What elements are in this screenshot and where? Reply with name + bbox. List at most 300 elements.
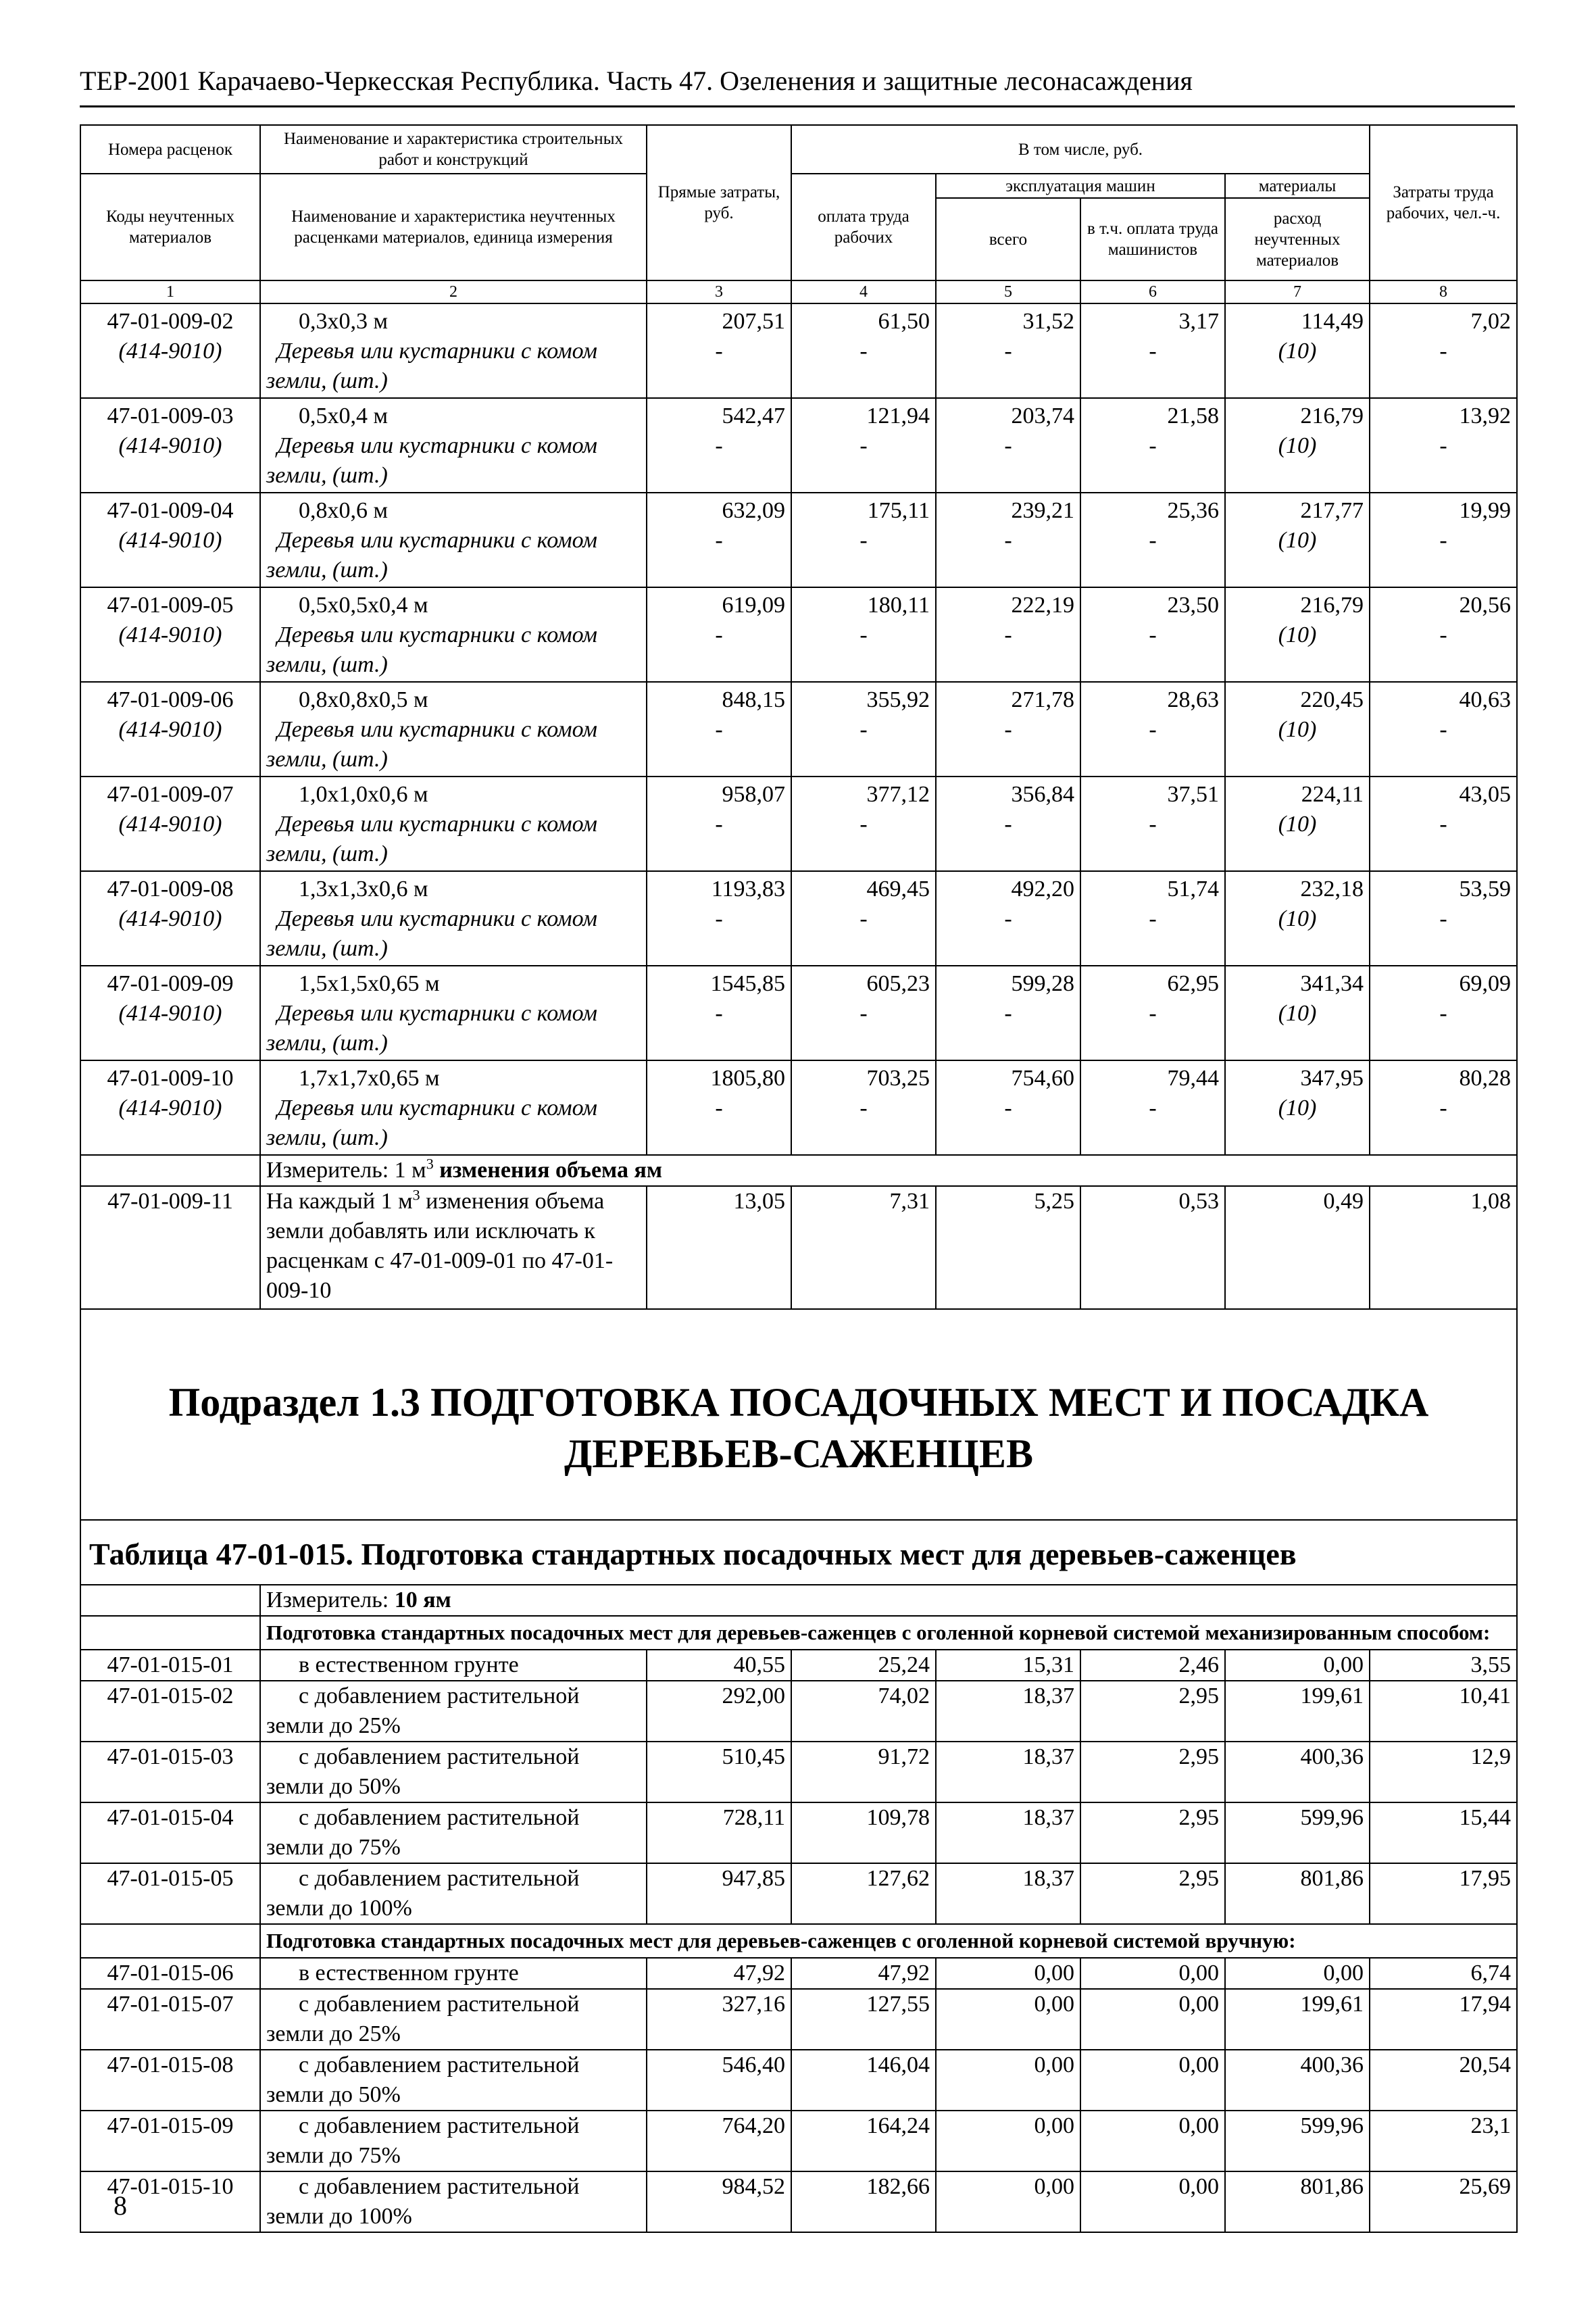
rate-description-cell bbox=[260, 2050, 647, 2111]
table-title: Таблица 47-01-015. Подготовка стандартных посадочных мест для деревьев-саженцев bbox=[80, 1520, 1517, 1585]
col-head-machines: эксплуатация машин bbox=[936, 174, 1225, 198]
rate-description-cell bbox=[260, 303, 647, 398]
value-cell-labor bbox=[1370, 1989, 1517, 2050]
value-m_wages: 79,44 bbox=[1167, 1066, 1219, 1091]
group-empty-cell bbox=[80, 1616, 260, 1650]
value-m_wages: 2,95 bbox=[1178, 1683, 1219, 1708]
value-cell-wages bbox=[791, 303, 936, 398]
value-cell-direct bbox=[647, 1681, 791, 1742]
rate-table bbox=[80, 124, 1518, 2233]
col-head-labor: Затраты труда рабочих, чел.-ч. bbox=[1370, 125, 1517, 280]
value-cell-m_total bbox=[936, 398, 1080, 493]
value-labor: 20,54 bbox=[1459, 2052, 1512, 2077]
value-wages: 182,66 bbox=[866, 2174, 930, 2199]
rate-code-cell bbox=[80, 1742, 260, 1802]
empty-dash: - bbox=[1004, 622, 1012, 647]
value-cell-mat bbox=[1225, 303, 1370, 398]
value-m_wages: 0,53 bbox=[1178, 1189, 1219, 1214]
rate-row bbox=[80, 2171, 1517, 2232]
rate-code: 47-01-015-08 bbox=[107, 2052, 234, 2077]
rate-description-cell bbox=[260, 966, 647, 1060]
material-code: (414-9010) bbox=[118, 622, 222, 647]
value-cell-direct bbox=[647, 871, 791, 966]
rate-code-cell bbox=[80, 2171, 260, 2232]
value-m_wages: 21,58 bbox=[1167, 403, 1219, 428]
value-labor: 13,92 bbox=[1459, 403, 1512, 428]
material-qty: (10) bbox=[1278, 1096, 1317, 1121]
value-cell-direct bbox=[647, 1958, 791, 1989]
pit-size: 1,5х1,5х0,65 м bbox=[299, 971, 440, 996]
empty-dash: - bbox=[1149, 622, 1157, 647]
value-cell-m_total bbox=[936, 493, 1080, 587]
value-cell-wages bbox=[791, 1958, 936, 1989]
empty-dash: - bbox=[1149, 339, 1157, 364]
rate-code-cell bbox=[80, 1958, 260, 1989]
value-m_total: 222,19 bbox=[1011, 593, 1074, 618]
value-cell-direct bbox=[647, 2171, 791, 2232]
value-mat: 0,49 bbox=[1323, 1189, 1364, 1214]
empty-dash: - bbox=[1149, 717, 1157, 742]
value-m_wages: 2,95 bbox=[1178, 1805, 1219, 1830]
value-cell-m_total bbox=[936, 1989, 1080, 2050]
value-direct: 728,11 bbox=[722, 1805, 785, 1830]
material-name: Деревья или кустарники с комом земли, (шт.) bbox=[266, 622, 598, 677]
value-cell-wages bbox=[791, 966, 936, 1060]
value-cell-labor bbox=[1370, 493, 1517, 587]
value-cell-direct bbox=[647, 2111, 791, 2171]
measure-empty-cell bbox=[80, 1585, 260, 1616]
value-m_total: 5,25 bbox=[1034, 1189, 1074, 1214]
section-title-row bbox=[80, 1309, 1517, 1520]
rate-row bbox=[80, 2050, 1517, 2111]
value-cell-m_total bbox=[936, 1060, 1080, 1155]
rate-row bbox=[80, 682, 1517, 777]
value-m_total: 0,00 bbox=[1034, 1992, 1074, 2017]
value-wages: 7,31 bbox=[889, 1189, 930, 1214]
value-cell-direct bbox=[647, 777, 791, 871]
pit-size: 0,8х0,8х0,5 м bbox=[299, 687, 428, 712]
material-qty: (10) bbox=[1278, 717, 1317, 742]
value-cell-wages bbox=[791, 1060, 936, 1155]
value-mat: 347,95 bbox=[1300, 1066, 1364, 1091]
rate-code-cell bbox=[80, 871, 260, 966]
measure-value: 10 ям bbox=[394, 1587, 451, 1613]
rate-code-cell bbox=[80, 1186, 260, 1309]
value-cell-m_total bbox=[936, 303, 1080, 398]
rate-code: 47-01-009-08 bbox=[107, 877, 234, 902]
value-direct: 13,05 bbox=[733, 1189, 785, 1214]
value-cell-labor bbox=[1370, 1060, 1517, 1155]
value-m_total: 18,37 bbox=[1022, 1744, 1074, 1769]
page-number: 8 bbox=[114, 2190, 127, 2221]
empty-dash: - bbox=[715, 339, 723, 364]
rate-description-cell bbox=[260, 2111, 647, 2171]
value-direct: 984,52 bbox=[722, 2174, 785, 2199]
empty-dash: - bbox=[1149, 1096, 1157, 1121]
value-cell-direct bbox=[647, 1742, 791, 1802]
rate-row bbox=[80, 587, 1517, 682]
value-m_total: 18,37 bbox=[1022, 1866, 1074, 1891]
material-code: (414-9010) bbox=[118, 1096, 222, 1121]
value-cell-labor bbox=[1370, 2171, 1517, 2232]
value-cell-wages bbox=[791, 777, 936, 871]
value-cell-wages bbox=[791, 398, 936, 493]
value-cell-m_total bbox=[936, 587, 1080, 682]
row-desc-b: изменения объема земли добавлять или исключать к расценкам с 47-01-009-01 по 47-01-009-10 bbox=[266, 1189, 614, 1303]
value-cell-wages bbox=[791, 1802, 936, 1863]
rate-code-cell bbox=[80, 587, 260, 682]
rate-row bbox=[80, 1958, 1517, 1989]
measure-prefix: Измеритель: 1 м bbox=[266, 1158, 426, 1183]
empty-dash: - bbox=[1439, 622, 1447, 647]
value-m_total: 15,31 bbox=[1022, 1652, 1074, 1677]
rate-code: 47-01-015-10 bbox=[107, 2174, 234, 2199]
value-m_total: 492,20 bbox=[1011, 877, 1074, 902]
value-m_wages: 62,95 bbox=[1167, 971, 1219, 996]
value-cell-wages bbox=[791, 1681, 936, 1742]
rate-code: 47-01-009-07 bbox=[107, 782, 234, 807]
rate-description-cell bbox=[260, 1802, 647, 1863]
rate-code: 47-01-015-04 bbox=[107, 1805, 234, 1830]
value-cell-m_wages bbox=[1080, 1650, 1225, 1681]
empty-dash: - bbox=[859, 906, 868, 931]
rate-description-cell bbox=[260, 1186, 647, 1309]
rate-description: в естественном грунте bbox=[299, 1652, 519, 1677]
rate-description-cell bbox=[260, 1681, 647, 1742]
material-qty: (10) bbox=[1278, 622, 1317, 647]
material-name: Деревья или кустарники с комом земли, (шт.) bbox=[266, 906, 598, 961]
value-cell-labor bbox=[1370, 1186, 1517, 1309]
empty-dash: - bbox=[859, 622, 868, 647]
rate-description-cell bbox=[260, 1863, 647, 1924]
value-wages: 91,72 bbox=[878, 1744, 930, 1769]
value-cell-m_total bbox=[936, 966, 1080, 1060]
value-wages: 25,24 bbox=[878, 1652, 930, 1677]
rate-description: в естественном грунте bbox=[299, 1961, 519, 1986]
value-labor: 12,9 bbox=[1470, 1744, 1512, 1769]
value-cell-mat bbox=[1225, 1958, 1370, 1989]
value-cell-mat bbox=[1225, 493, 1370, 587]
empty-dash: - bbox=[1439, 906, 1447, 931]
value-cell-direct bbox=[647, 1060, 791, 1155]
value-labor: 6,74 bbox=[1470, 1961, 1512, 1986]
value-m_total: 31,52 bbox=[1022, 309, 1074, 334]
column-number-8: 8 bbox=[1370, 280, 1517, 303]
value-mat: 232,18 bbox=[1300, 877, 1364, 902]
value-direct: 1805,80 bbox=[710, 1066, 785, 1091]
value-cell-mat bbox=[1225, 777, 1370, 871]
value-cell-m_wages bbox=[1080, 682, 1225, 777]
group-header-row bbox=[80, 1616, 1517, 1650]
material-code: (414-9010) bbox=[118, 812, 222, 837]
rate-code-cell bbox=[80, 1650, 260, 1681]
value-cell-labor bbox=[1370, 1958, 1517, 1989]
rate-row bbox=[80, 303, 1517, 398]
value-cell-labor bbox=[1370, 2050, 1517, 2111]
rate-code: 47-01-015-05 bbox=[107, 1866, 234, 1891]
value-labor: 20,56 bbox=[1459, 593, 1512, 618]
value-direct: 40,55 bbox=[733, 1652, 785, 1677]
rate-description-cell bbox=[260, 1650, 647, 1681]
rate-code-cell bbox=[80, 1989, 260, 2050]
value-cell-m_wages bbox=[1080, 2050, 1225, 2111]
value-direct: 207,51 bbox=[722, 309, 785, 334]
value-labor: 23,1 bbox=[1470, 2113, 1512, 2138]
value-cell-m_wages bbox=[1080, 398, 1225, 493]
rate-description: с добавлением растительной земли до 75% bbox=[266, 1805, 580, 1860]
value-direct: 510,45 bbox=[722, 1744, 785, 1769]
empty-dash: - bbox=[1004, 339, 1012, 364]
value-cell-wages bbox=[791, 1186, 936, 1309]
value-cell-m_wages bbox=[1080, 777, 1225, 871]
value-mat: 400,36 bbox=[1300, 1744, 1364, 1769]
value-cell-direct bbox=[647, 493, 791, 587]
value-cell-m_wages bbox=[1080, 1989, 1225, 2050]
pit-size: 0,3х0,3 м bbox=[299, 309, 389, 334]
value-wages: 146,04 bbox=[866, 2052, 930, 2077]
value-cell-labor bbox=[1370, 966, 1517, 1060]
value-cell-m_wages bbox=[1080, 1681, 1225, 1742]
value-wages: 377,12 bbox=[866, 782, 930, 807]
value-labor: 7,02 bbox=[1470, 309, 1512, 334]
measure-cell bbox=[260, 1155, 1517, 1186]
value-direct: 1193,83 bbox=[711, 877, 785, 902]
value-mat: 341,34 bbox=[1300, 971, 1364, 996]
value-cell-wages bbox=[791, 493, 936, 587]
value-m_total: 754,60 bbox=[1011, 1066, 1074, 1091]
value-cell-labor bbox=[1370, 1742, 1517, 1802]
value-cell-mat bbox=[1225, 2171, 1370, 2232]
header-row-2 bbox=[80, 174, 1517, 198]
empty-dash: - bbox=[1004, 1096, 1012, 1121]
empty-dash: - bbox=[715, 433, 723, 458]
rate-description: с добавлением растительной земли до 25% bbox=[266, 1992, 580, 2046]
value-direct: 764,20 bbox=[722, 2113, 785, 2138]
value-labor: 43,05 bbox=[1459, 782, 1512, 807]
value-cell-mat bbox=[1225, 1989, 1370, 2050]
value-wages: 175,11 bbox=[867, 498, 930, 523]
value-cell-m_total bbox=[936, 1650, 1080, 1681]
value-cell-direct bbox=[647, 1650, 791, 1681]
section-title: Подраздел 1.3 ПОДГОТОВКА ПОСАДОЧНЫХ МЕСТ И ПОСАДКА ДЕРЕВЬЕВ-САЖЕНЦЕВ bbox=[80, 1309, 1517, 1520]
empty-dash: - bbox=[859, 528, 868, 553]
value-m_total: 356,84 bbox=[1011, 782, 1074, 807]
value-m_wages: 3,17 bbox=[1178, 309, 1219, 334]
value-wages: 180,11 bbox=[867, 593, 930, 618]
rate-code: 47-01-015-06 bbox=[107, 1961, 234, 1986]
rate-description-cell bbox=[260, 493, 647, 587]
value-cell-m_total bbox=[936, 2111, 1080, 2171]
rate-code: 47-01-015-09 bbox=[107, 2113, 234, 2138]
rate-row bbox=[80, 1989, 1517, 2050]
measure-empty-cell bbox=[80, 1155, 260, 1186]
value-cell-mat bbox=[1225, 1681, 1370, 1742]
value-cell-m_wages bbox=[1080, 1060, 1225, 1155]
rate-description: с добавлением растительной земли до 25% bbox=[266, 1683, 580, 1738]
rate-row bbox=[80, 1742, 1517, 1802]
rate-code-cell bbox=[80, 493, 260, 587]
pit-size: 0,5х0,4 м bbox=[299, 403, 389, 428]
value-cell-labor bbox=[1370, 1650, 1517, 1681]
value-cell-direct bbox=[647, 1863, 791, 1924]
empty-dash: - bbox=[859, 1096, 868, 1121]
value-cell-mat bbox=[1225, 2111, 1370, 2171]
group-header: Подготовка стандартных посадочных мест для деревьев-саженцев с оголенной корневой системой вручную: bbox=[260, 1924, 1517, 1958]
empty-dash: - bbox=[859, 339, 868, 364]
pit-size: 1,3х1,3х0,6 м bbox=[299, 877, 428, 902]
empty-dash: - bbox=[1439, 717, 1447, 742]
empty-dash: - bbox=[715, 528, 723, 553]
material-code: (414-9010) bbox=[118, 1001, 222, 1026]
value-m_total: 0,00 bbox=[1034, 2052, 1074, 2077]
value-mat: 224,11 bbox=[1301, 782, 1364, 807]
value-cell-direct bbox=[647, 682, 791, 777]
value-wages: 127,55 bbox=[866, 1992, 930, 2017]
rate-description-cell bbox=[260, 871, 647, 966]
material-code: (414-9010) bbox=[118, 528, 222, 553]
value-cell-labor bbox=[1370, 1863, 1517, 1924]
value-wages: 164,24 bbox=[866, 2113, 930, 2138]
value-m_wages: 51,74 bbox=[1167, 877, 1219, 902]
col-head-machines-total: всего bbox=[936, 198, 1080, 280]
value-cell-wages bbox=[791, 682, 936, 777]
rate-code: 47-01-009-05 bbox=[107, 593, 234, 618]
column-number-3: 3 bbox=[647, 280, 791, 303]
empty-dash: - bbox=[1149, 906, 1157, 931]
rate-code: 47-01-015-02 bbox=[107, 1683, 234, 1708]
rate-code: 47-01-009-02 bbox=[107, 309, 234, 334]
value-m_wages: 0,00 bbox=[1178, 1961, 1219, 1986]
value-cell-wages bbox=[791, 1989, 936, 2050]
rate-description: с добавлением растительной земли до 50% bbox=[266, 2052, 580, 2107]
rate-code: 47-01-009-04 bbox=[107, 498, 234, 523]
value-mat: 114,49 bbox=[1301, 309, 1364, 334]
value-m_wages: 0,00 bbox=[1178, 2174, 1219, 2199]
value-cell-mat bbox=[1225, 682, 1370, 777]
rate-code-cell bbox=[80, 966, 260, 1060]
column-number-2: 2 bbox=[260, 280, 647, 303]
value-cell-direct bbox=[647, 1186, 791, 1309]
value-cell-direct bbox=[647, 966, 791, 1060]
rate-code-cell bbox=[80, 2111, 260, 2171]
rate-code-cell bbox=[80, 1060, 260, 1155]
rate-row bbox=[80, 871, 1517, 966]
material-name: Деревья или кустарники с комом земли, (шт.) bbox=[266, 433, 598, 488]
value-labor: 3,55 bbox=[1470, 1652, 1512, 1677]
col-head-material-name: Наименование и характеристика неучтенных расценками материалов, единица измерения bbox=[260, 174, 647, 280]
value-mat: 199,61 bbox=[1300, 1683, 1364, 1708]
group-empty-cell bbox=[80, 1924, 260, 1958]
rate-code: 47-01-009-06 bbox=[107, 687, 234, 712]
col-head-material-consumption: расход неучтенных материалов bbox=[1225, 198, 1370, 280]
value-cell-labor bbox=[1370, 587, 1517, 682]
material-qty: (10) bbox=[1278, 1001, 1317, 1026]
value-m_total: 0,00 bbox=[1034, 2174, 1074, 2199]
empty-dash: - bbox=[1004, 528, 1012, 553]
value-cell-labor bbox=[1370, 777, 1517, 871]
value-cell-m_wages bbox=[1080, 587, 1225, 682]
material-name: Деревья или кустарники с комом земли, (шт.) bbox=[266, 717, 598, 772]
col-head-work-name: Наименование и характеристика строительных работ и конструкций bbox=[260, 125, 647, 174]
empty-dash: - bbox=[1439, 1001, 1447, 1026]
value-cell-wages bbox=[791, 2111, 936, 2171]
rate-description-cell bbox=[260, 398, 647, 493]
rate-row bbox=[80, 493, 1517, 587]
value-labor: 17,95 bbox=[1459, 1866, 1512, 1891]
value-mat: 216,79 bbox=[1300, 593, 1364, 618]
value-cell-m_wages bbox=[1080, 2111, 1225, 2171]
rate-description-cell bbox=[260, 587, 647, 682]
value-direct: 947,85 bbox=[722, 1866, 785, 1891]
value-wages: 127,62 bbox=[866, 1866, 930, 1891]
value-m_total: 18,37 bbox=[1022, 1805, 1074, 1830]
empty-dash: - bbox=[715, 1001, 723, 1026]
rate-code: 47-01-009-11 bbox=[107, 1189, 233, 1214]
rate-code: 47-01-009-10 bbox=[107, 1066, 234, 1091]
empty-dash: - bbox=[1149, 528, 1157, 553]
material-code: (414-9010) bbox=[118, 339, 222, 364]
col-head-machinist-wages: в т.ч. оплата труда машинистов bbox=[1080, 198, 1225, 280]
rate-code: 47-01-015-07 bbox=[107, 1992, 234, 2017]
col-head-material-codes: Коды неучтенных материалов bbox=[80, 174, 260, 280]
rate-description: с добавлением растительной земли до 50% bbox=[266, 1744, 580, 1799]
empty-dash: - bbox=[859, 812, 868, 837]
value-mat: 220,45 bbox=[1300, 687, 1364, 712]
material-code: (414-9010) bbox=[118, 906, 222, 931]
column-numbers-row bbox=[80, 280, 1517, 303]
value-labor: 25,69 bbox=[1459, 2174, 1512, 2199]
column-number-4: 4 bbox=[791, 280, 936, 303]
value-wages: 355,92 bbox=[866, 687, 930, 712]
value-labor: 10,41 bbox=[1459, 1683, 1512, 1708]
value-direct: 327,16 bbox=[722, 1992, 785, 2017]
material-qty: (10) bbox=[1278, 906, 1317, 931]
rate-row bbox=[80, 1650, 1517, 1681]
measure-superscript: 3 bbox=[426, 1155, 434, 1173]
value-cell-labor bbox=[1370, 871, 1517, 966]
value-m_wages: 0,00 bbox=[1178, 2052, 1219, 2077]
empty-dash: - bbox=[859, 717, 868, 742]
value-cell-direct bbox=[647, 1989, 791, 2050]
value-direct: 1545,85 bbox=[710, 971, 785, 996]
value-cell-m_total bbox=[936, 871, 1080, 966]
value-labor: 53,59 bbox=[1459, 877, 1512, 902]
value-m_wages: 2,95 bbox=[1178, 1744, 1219, 1769]
rate-description-cell bbox=[260, 682, 647, 777]
material-qty: (10) bbox=[1278, 433, 1317, 458]
value-cell-m_total bbox=[936, 1186, 1080, 1309]
empty-dash: - bbox=[1439, 528, 1447, 553]
empty-dash: - bbox=[1149, 1001, 1157, 1026]
measure-label: Измеритель: bbox=[266, 1587, 395, 1613]
material-qty: (10) bbox=[1278, 339, 1317, 364]
rate-code-cell bbox=[80, 1681, 260, 1742]
empty-dash: - bbox=[1149, 812, 1157, 837]
col-head-direct: Прямые затраты, руб. bbox=[647, 125, 791, 280]
value-cell-mat bbox=[1225, 1742, 1370, 1802]
value-m_wages: 28,63 bbox=[1167, 687, 1219, 712]
empty-dash: - bbox=[1004, 812, 1012, 837]
rate-code: 47-01-015-01 bbox=[107, 1652, 234, 1677]
value-cell-mat bbox=[1225, 1186, 1370, 1309]
rate-row bbox=[80, 1863, 1517, 1924]
value-cell-labor bbox=[1370, 682, 1517, 777]
value-cell-wages bbox=[791, 2050, 936, 2111]
value-cell-m_wages bbox=[1080, 966, 1225, 1060]
value-direct: 47,92 bbox=[733, 1961, 785, 1986]
value-cell-mat bbox=[1225, 398, 1370, 493]
material-name: Деревья или кустарники с комом земли, (шт.) bbox=[266, 812, 598, 866]
